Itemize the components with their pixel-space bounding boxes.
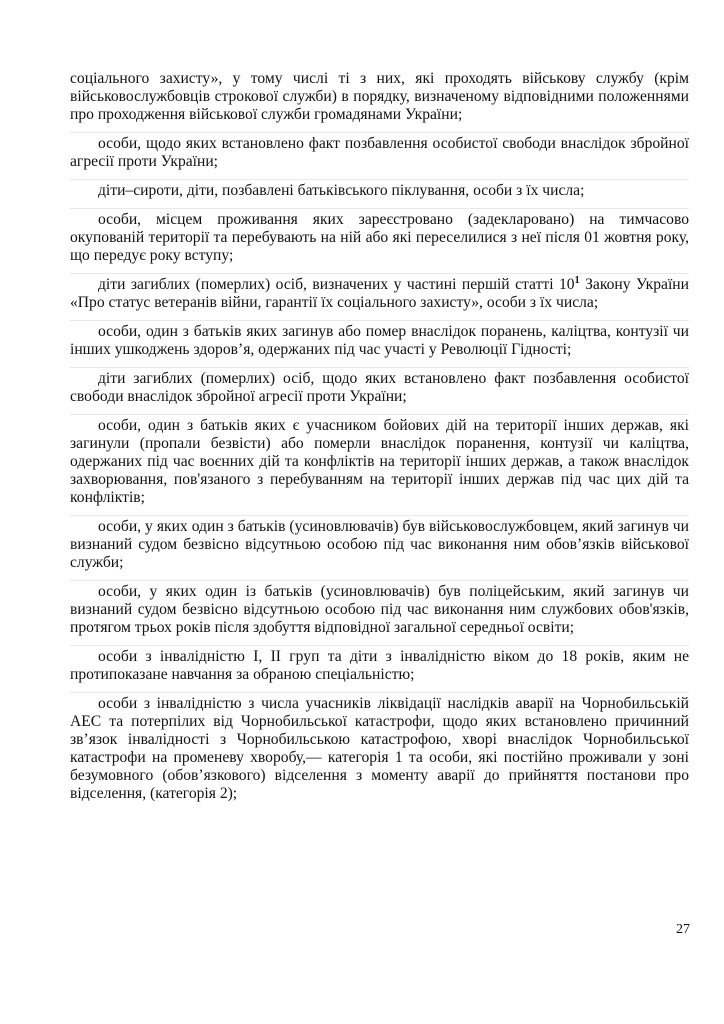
paragraph-1: соціального захисту», у тому числі ті з них, які проходять військову службу (крім військовослужбовців строкової служби) в порядку, визначеному відповідними положеннями про проходження військової служби громадянами України; xyxy=(70,70,689,123)
paragraph-5 xyxy=(70,273,689,312)
paragraph-7: діти загиблих (померлих) осіб, щодо яких встановлено факт позбавлення особистої свободи внаслідок збройної агресії проти України; xyxy=(70,367,689,406)
paragraph-4: особи, місцем проживання яких зареєстровано (задекларовано) на тимчасово окупованій території та перебувають на ній або які переселилися з неї після 01 жовтня року, що передує року вступу; xyxy=(70,208,689,265)
paragraph-5-head: діти загиблих (померлих) осіб, визначених у частині першій статті 10 xyxy=(98,276,575,293)
paragraph-2: особи, щодо яких встановлено факт позбавлення особистої свободи внаслідок збройної агресії проти України; xyxy=(70,132,689,171)
paragraph-12: особи з інвалідністю з числа учасників ліквідації наслідків аварії на Чорнобильській АЕС та потерпілих від Чорнобильської катастрофи, щодо яких встановлено причинний зв’язок інвалідності з Чорнобильською катастрофою, хворі внаслідок Чорнобильської катастрофи на променеву хворобу,— категорія 1 та особи, які постійно проживали у зоні безумовного (обов’язкового) відселення з моменту аварії до прийняття постанови про відселення, (категорія 2); xyxy=(70,692,689,803)
paragraph-6: особи, один з батьків яких загинув або помер внаслідок поранень, каліцтва, контузії чи інших ушкоджень здоров’я, одержаних під час участі у Революції Гідності; xyxy=(70,320,689,359)
paragraph-5-superscript: 1 xyxy=(574,274,580,286)
paragraph-9: особи, у яких один з батьків (усиновлювачів) був військовослужбовцем, який загинув чи визнаний судом безвісно відсутньою особою під час виконання ним обов’язків військової служби; xyxy=(70,515,689,572)
paragraph-11: особи з інвалідністю I, II груп та діти з інвалідністю віком до 18 років, яким не протипоказане навчання за обраною спеціальністю; xyxy=(70,645,689,684)
page-number: 27 xyxy=(676,922,690,937)
paragraph-8: особи, один з батьків яких є учасником бойових дій на території інших держав, які загинули (пропали безвісти) або померли внаслідок поранення, контузії чи каліцтва, одержаних під час воєнних дій та конфліктів на території інших держав, а також внаслідок захворювання, пов'язаного з перебуванням на території інших держав під час цих дій та конфліктів; xyxy=(70,414,689,507)
document-page xyxy=(70,70,689,811)
paragraph-3: діти–сироти, діти, позбавлені батьківського піклування, особи з їх числа; xyxy=(70,179,689,200)
paragraph-5-tail: Закону України «Про статус ветеранів війни, гарантії їх соціального захисту», особи з їх числа; xyxy=(70,276,689,311)
paragraph-10: особи, у яких один із батьків (усиновлювачів) був поліцейським, який загинув чи визнаний судом безвісно відсутньою особою під час виконання ним службових обов'язків, протягом трьох років після здобуття відповідної загальної середньої освіти; xyxy=(70,580,689,637)
